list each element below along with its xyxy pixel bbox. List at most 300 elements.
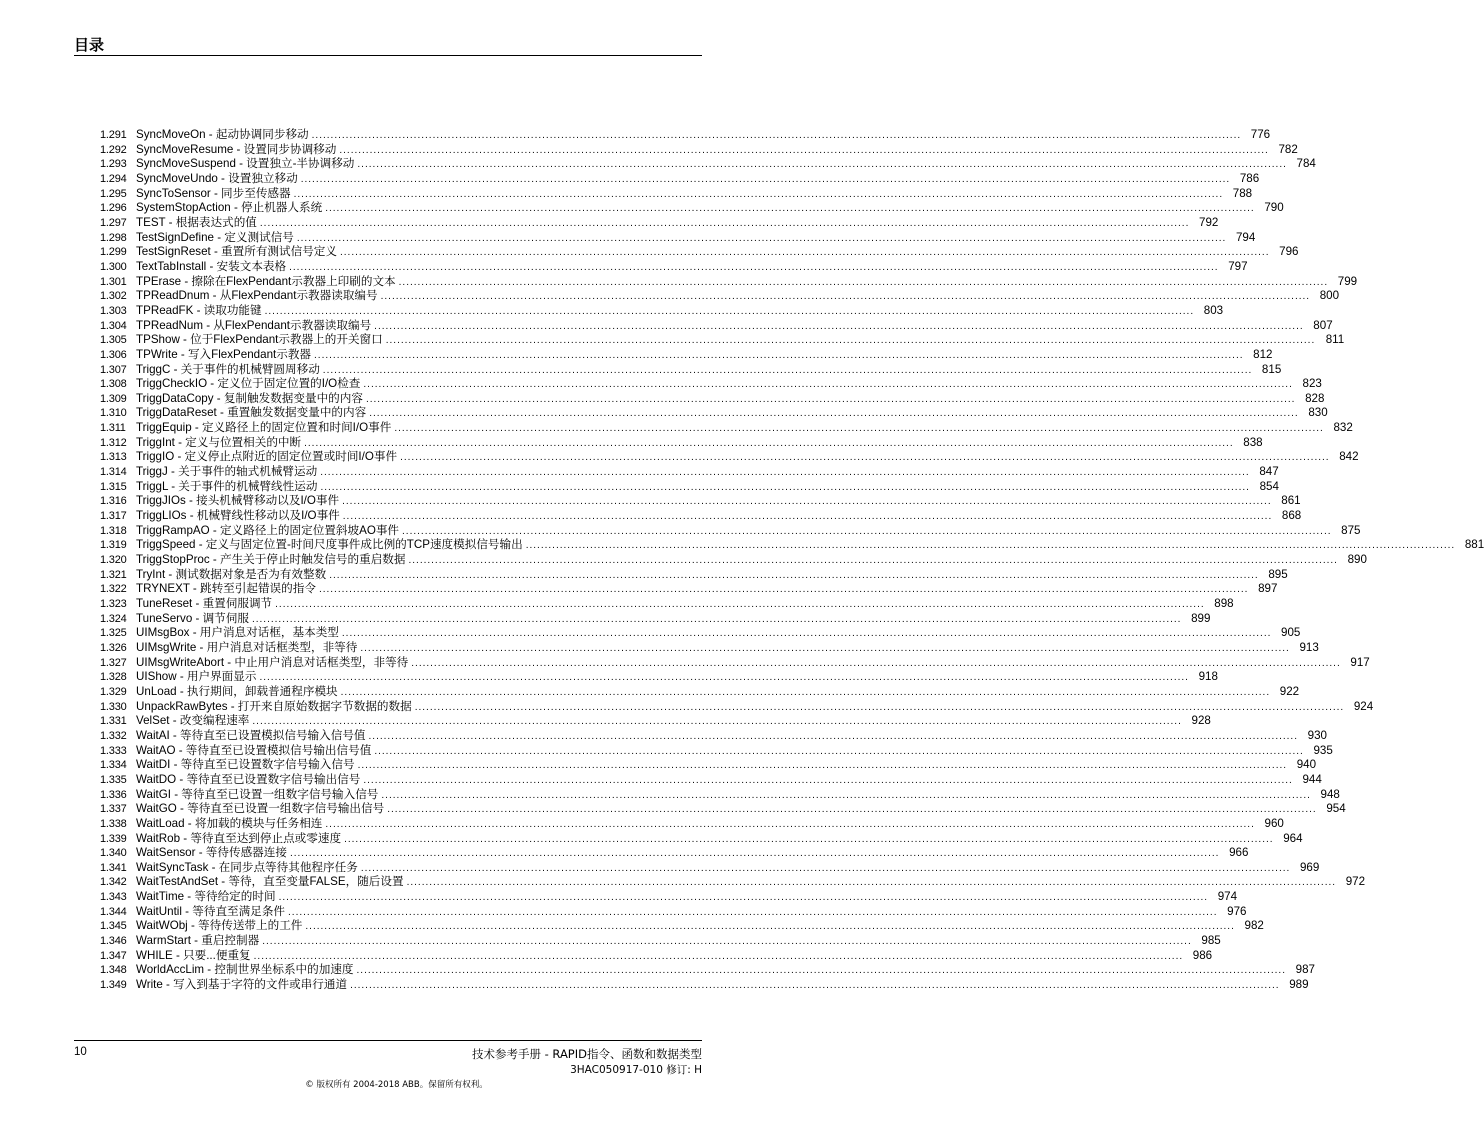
toc-entry[interactable] [100,919,1264,934]
toc-entry[interactable] [100,728,1327,744]
toc-entry-title[interactable]: TRYNEXT - 跳转至引起错误的指令 [136,582,316,596]
footer-page-number: 10 [74,1046,87,1058]
toc-entry-number: 1.300 [100,260,127,273]
toc-entry-page[interactable]: 776 [1250,128,1271,141]
toc-entry-title[interactable]: UIShow - 用户界面显示 [136,670,257,684]
toc-entry[interactable] [100,494,1301,509]
toc-entry-number: 1.294 [100,172,127,185]
toc-entry-title[interactable]: WaitUntil - 等待直至满足条件 [136,904,286,918]
toc-entry-title[interactable]: WaitAI - 等待直至已设置模拟信号输入信号值 [136,728,366,742]
toc-dot-leader [260,216,1189,232]
toc-entry-page[interactable]: 838 [1243,435,1263,449]
toc-entry[interactable] [100,157,1316,172]
toc-dot-leader [325,817,1254,833]
toc-entry[interactable] [100,128,1271,143]
toc-entry-page[interactable]: 842 [1339,450,1359,464]
toc-entry[interactable] [100,860,1320,876]
toc-entry-page[interactable]: 786 [1239,171,1260,185]
toc-entry-page[interactable]: 969 [1299,860,1320,874]
toc-entry-title[interactable]: TriggJ - 关于事件的轴式机械臂运动 [136,465,318,479]
toc-entry-title[interactable]: WaitDO - 等待直至已设置数字信号输出信号 [136,772,361,786]
toc-entry[interactable] [100,230,1256,246]
toc-entry-title[interactable]: TriggRampAO - 定义路径上的固定位置斜坡AO事件 [136,523,400,537]
toc-entry-page[interactable]: 782 [1278,142,1298,156]
toc-entry[interactable] [100,171,1260,187]
toc-dot-leader [342,626,1271,642]
toc-dot-leader [357,157,1286,173]
toc-entry-number: 1.309 [100,392,127,405]
toc-entry[interactable] [100,215,1219,231]
toc-dot-leader [369,729,1298,745]
toc-entry-title[interactable]: WaitLoad - 将加载的模块与任务相连 [136,816,323,830]
toc-dot-leader [407,875,1336,891]
toc-entry-number: 1.349 [100,979,127,992]
toc-entry-title[interactable]: UnLoad - 执行期间，卸载普通程序模块 [136,684,338,698]
toc-entry-page[interactable]: 868 [1281,509,1302,523]
copyright-notice: © 版权所有 2004-2018 ABB。保留所有权利。 [305,1080,488,1090]
toc-entry-title[interactable]: TryInt - 测试数据对象是否为有效整数 [136,567,327,581]
toc-entry-number: 1.312 [100,436,127,449]
toc-entry[interactable] [100,318,1333,334]
toc-entry-title[interactable]: TEST - 根据表达式的值 [136,215,257,229]
toc-dot-leader [289,260,1218,276]
toc-dot-leader [252,612,1181,628]
toc-entry-page[interactable]: 928 [1191,714,1211,728]
toc-entry-title[interactable]: TestSignReset - 重置所有测试信号定义 [136,245,337,259]
toc-dot-leader [329,568,1258,584]
toc-entry-title[interactable]: WarmStart - 重启控制器 [136,934,260,948]
toc-entry-number: 1.316 [100,495,127,508]
toc-dot-leader [312,128,1241,144]
toc-entry[interactable] [100,421,1353,436]
toc-entry-title[interactable]: TriggC - 关于事件的机械臂圆周移动 [136,362,320,376]
toc-entry-page[interactable]: 972 [1345,875,1366,889]
toc-entry-number: 1.324 [100,612,127,625]
toc-entry-title[interactable]: WaitRob - 等待直至达到停止点或零速度 [136,831,342,845]
toc-entry-title[interactable]: TriggStopProc - 产生关于停止时触发信号的重启数据 [136,553,406,567]
toc-entry[interactable] [100,831,1303,847]
toc-entry-number: 1.323 [100,598,127,610]
toc-entry-page[interactable]: 811 [1325,333,1345,347]
toc-dot-leader [294,187,1223,203]
toc-entry-number: 1.336 [100,788,127,801]
toc-entry-number: 1.329 [100,685,127,698]
toc-entry[interactable] [100,655,1370,671]
toc-dot-leader [259,670,1188,686]
toc-entry-number: 1.308 [100,378,127,391]
toc-entry-number: 1.340 [100,847,127,860]
toc-entry-page[interactable]: 960 [1264,816,1284,830]
toc-entry-number: 1.298 [100,231,127,244]
toc-entry-page[interactable]: 794 [1235,230,1256,244]
toc-entry-title[interactable]: UIMsgWrite - 用户消息对话框类型，非等待 [136,640,358,654]
toc-entry-page[interactable]: 989 [1289,978,1309,992]
toc-dot-leader [415,700,1344,716]
toc-dot-leader [374,744,1303,760]
toc-entry-title[interactable]: TriggJIOs - 接头机械臂移动以及I/O事件 [136,494,340,508]
toc-entry-page[interactable]: 974 [1217,890,1238,904]
toc-entry[interactable] [100,582,1278,597]
toc-dot-leader [305,919,1234,935]
toc-dot-leader [339,143,1268,159]
toc-entry-title[interactable]: WaitTime - 等待给定的时间 [136,890,276,904]
toc-entry-title[interactable]: TPReadNum - 从FlexPendant示教器读取编号 [136,318,372,332]
toc-entry-page[interactable]: 788 [1232,186,1253,200]
toc-entry-number: 1.342 [100,876,127,889]
toc-entry-number: 1.304 [100,319,127,332]
toc-entry-number: 1.291 [100,129,127,141]
toc-dot-leader [363,773,1292,789]
toc-entry[interactable] [100,450,1359,465]
toc-dot-leader [408,553,1337,569]
toc-entry[interactable] [100,274,1358,290]
toc-dot-leader [279,890,1208,906]
toc-entry-page[interactable]: 828 [1305,391,1325,405]
toc-dot-leader [275,597,1204,613]
toc-entry-title[interactable]: TPErase - 擦除在FlexPendant示教器上印刷的文本 [136,274,396,288]
toc-entry[interactable] [100,626,1301,641]
toc-entry[interactable] [100,597,1234,612]
toc-entry[interactable] [100,875,1366,890]
toc-entry-number: 1.332 [100,729,127,742]
toc-entry-title[interactable]: UIMsgBox - 用户消息对话框，基本类型 [136,626,339,640]
toc-entry-number: 1.326 [100,641,127,654]
toc-entry-title[interactable]: UnpackRawBytes - 打开来自原始数据字节数据的数据 [136,699,412,713]
toc-entry-page[interactable]: 966 [1229,846,1249,860]
toc-dot-leader [399,275,1328,291]
toc-entry-title[interactable]: TPReadFK - 读取功能键 [136,303,262,317]
toc-entry-number: 1.301 [100,275,127,288]
toc-dot-leader [400,450,1329,466]
toc-entry[interactable] [100,611,1211,627]
toc-dot-leader [386,333,1315,349]
toc-entry-title[interactable]: WaitSyncTask - 在同步点等待其他程序任务 [136,860,358,874]
toc-dot-leader [252,714,1181,730]
toc-entry-title[interactable]: TextTabInstall - 安装文本表格 [136,259,287,273]
toc-dot-leader [402,524,1331,540]
toc-entry[interactable] [100,963,1315,978]
toc-entry-number: 1.314 [100,466,127,479]
toc-entry-number: 1.337 [100,803,127,816]
toc-entry-number: 1.293 [100,158,127,171]
toc-entry[interactable] [100,391,1325,407]
toc-entry-number: 1.306 [100,348,127,361]
toc-entry-title[interactable]: WaitWObj - 等待传送带上的工件 [136,919,303,933]
toc-entry-title[interactable]: TuneServo - 调节伺服 [136,611,249,625]
toc-entry-number: 1.307 [100,363,127,376]
toc-entry[interactable] [100,523,1361,539]
toc-entry[interactable] [100,758,1317,773]
toc-entry[interactable] [100,479,1279,495]
toc-dot-leader [265,304,1194,320]
toc-entry-page[interactable]: 913 [1299,640,1319,654]
toc-entry-number: 1.344 [100,905,127,918]
toc-entry[interactable] [100,142,1298,158]
toc-entry-page[interactable]: 832 [1333,421,1353,435]
toc-entry-title[interactable]: TriggIO - 定义停止点附近的固定位置或时间I/O事件 [136,450,398,464]
toc-entry-number: 1.305 [100,334,127,347]
toc-dot-leader [301,172,1230,188]
toc-entry-title[interactable]: TPReadDnum - 从FlexPendant示教器读取编号 [136,289,378,303]
toc-dot-leader [374,319,1303,335]
toc-entry-number: 1.335 [100,773,127,786]
toc-entry-page[interactable]: 905 [1281,626,1301,640]
toc-entry-number: 1.315 [100,480,127,493]
toc-dot-leader [325,201,1254,217]
toc-entry-title[interactable]: TriggSpeed - 定义与固定位置-时间尺度事件成比例的TCP速度模拟信号输出 [136,538,523,552]
toc-entry-number: 1.334 [100,759,127,772]
toc-entry-number: 1.321 [100,568,127,581]
toc-entry-number: 1.295 [100,187,127,200]
toc-entry-page[interactable]: 881 [1464,538,1484,552]
toc-entry-title[interactable]: UIMsgWriteAbort - 中止用户消息对话框类型，非等待 [136,655,409,669]
toc-entry-title[interactable]: SyncMoveOn - 起动协调同步移动 [136,128,309,141]
toc-entry-page[interactable]: 847 [1259,465,1279,479]
toc-entry-title[interactable]: TestSignDefine - 定义测试信号 [136,230,294,244]
toc-entry-number: 1.319 [100,539,127,552]
toc-entry-number: 1.331 [100,715,127,728]
toc-entry[interactable] [100,787,1340,803]
toc-entry-page[interactable]: 940 [1296,758,1317,772]
toc-entry-number: 1.333 [100,744,127,757]
toc-entry-title[interactable]: WorldAccLim - 控制世界坐标系中的加速度 [136,963,354,977]
toc-entry-title[interactable]: TPShow - 位于FlexPendant示教器上的开关窗口 [136,333,383,347]
toc-entry[interactable] [100,846,1249,861]
toc-entry-number: 1.341 [100,861,127,874]
toc-entry-page[interactable]: 899 [1191,611,1211,625]
toc-entry-page[interactable]: 918 [1198,670,1218,684]
toc-dot-leader [360,641,1289,657]
toc-dot-leader [340,245,1269,261]
toc-entry-number: 1.322 [100,583,127,596]
toc-entry-page[interactable]: 784 [1296,157,1316,171]
toc-dot-leader [297,231,1226,247]
toc-entry[interactable] [100,362,1282,378]
toc-dot-leader [366,392,1295,408]
toc-entry-number: 1.302 [100,290,127,303]
toc-entry-number: 1.338 [100,817,127,830]
toc-entry-page[interactable]: 823 [1302,377,1322,391]
toc-entry-page[interactable]: 875 [1341,523,1361,537]
toc-entry-number: 1.346 [100,935,127,948]
toc-entry-number: 1.345 [100,920,127,933]
toc-entry-page[interactable]: 924 [1353,699,1374,713]
toc-entry-title[interactable]: TriggInt - 定义与位置相关的中断 [136,435,302,449]
toc-entry-page[interactable]: 935 [1313,743,1333,757]
toc-entry-number: 1.339 [100,832,127,845]
toc-entry-title[interactable]: TriggDataCopy - 复制触发数据变量中的内容 [136,391,363,405]
toc-entry-title[interactable]: WaitGO - 等待直至已设置一组数字信号输出信号 [136,802,385,816]
toc-entry[interactable] [100,406,1328,421]
toc-entry-title[interactable]: SyncMoveSuspend - 设置独立-半协调移动 [136,157,355,171]
toc-entry-page[interactable]: 803 [1203,303,1224,317]
toc-entry-number: 1.299 [100,246,127,259]
toc-entry-number: 1.310 [100,407,127,420]
toc-entry-number: 1.318 [100,524,127,537]
header-divider [74,55,702,56]
toc-entry[interactable] [100,289,1340,304]
toc-entry-number: 1.292 [100,143,127,156]
toc-entry-page[interactable]: 898 [1214,597,1234,610]
toc-dot-leader [254,949,1183,965]
toc-entry-title[interactable]: WaitGI - 等待直至已设置一组数字信号输入信号 [136,787,379,801]
toc-entry[interactable] [100,186,1253,202]
toc-dot-leader [411,656,1340,672]
toc-entry-number: 1.297 [100,216,127,229]
toc-entry[interactable] [100,201,1284,216]
toc-entry-title[interactable]: Write - 写入到基于字符的文件或串行通道 [136,978,348,992]
toc-entry[interactable] [100,435,1263,451]
toc-entry-page[interactable]: 812 [1253,347,1273,361]
toc-entry-title[interactable]: WaitSensor - 等待传感器连接 [136,846,287,860]
toc-entry[interactable] [100,904,1247,920]
toc-dot-leader [387,802,1316,818]
toc-dot-leader [381,788,1310,804]
toc-entry-number: 1.320 [100,554,127,567]
toc-dot-leader [394,421,1323,437]
toc-entry[interactable] [100,670,1218,685]
toc-entry-title[interactable]: TPWrite - 写入FlexPendant示教器 [136,347,312,361]
toc-entry-number: 1.347 [100,949,127,962]
toc-entry-page[interactable]: 976 [1227,904,1247,918]
toc-entry-title[interactable]: WaitDI - 等待直至已设置数字信号输入信号 [136,758,355,772]
toc-entry-title[interactable]: SystemStopAction - 停止机器人系统 [136,201,323,215]
toc-entry-page[interactable]: 930 [1307,728,1327,742]
footer-manual-title: 技术参考手册 - RAPID指令、函数和数据类型 [471,1047,702,1061]
toc-entry-number: 1.296 [100,202,127,215]
page-title: 目录 [74,36,105,54]
toc-entry[interactable] [100,538,1484,553]
toc-entry-number: 1.325 [100,627,127,640]
footer-divider [74,1040,702,1041]
toc-entry-title[interactable]: VelSet - 改变编程速率 [136,714,250,728]
toc-dot-leader [319,582,1248,598]
toc-entry-page[interactable]: 897 [1258,582,1278,596]
toc-entry-page[interactable]: 987 [1295,963,1315,977]
toc-entry[interactable] [100,509,1302,524]
toc-dot-leader [350,978,1279,994]
toc-entry[interactable] [100,684,1300,700]
toc-dot-leader [363,377,1292,393]
toc-entry-page[interactable]: 797 [1228,259,1248,273]
toc-entry[interactable] [100,934,1221,949]
toc-entry-number: 1.343 [100,891,127,904]
toc-entry[interactable] [100,816,1284,832]
toc-dot-leader [304,436,1233,452]
toc-entry-title[interactable]: SyncMoveResume - 设置同步协调移动 [136,142,337,156]
toc-entry[interactable] [100,553,1367,568]
toc-dot-leader [320,465,1249,481]
toc-entry-page[interactable]: 944 [1302,772,1322,786]
toc-entry-page[interactable]: 985 [1201,934,1221,948]
toc-entry-title[interactable]: TriggDataReset - 重置触发数据变量中的内容 [136,406,367,420]
toc-entry-page[interactable]: 922 [1279,684,1300,698]
toc-entry-number: 1.327 [100,656,127,669]
toc-dot-leader [361,861,1290,877]
toc-entry-title[interactable]: TriggLIOs - 机械臂线性移动以及I/O事件 [136,509,340,523]
toc-entry-title[interactable]: SyncMoveUndo - 设置独立移动 [136,171,298,185]
toc-entry[interactable] [100,772,1322,788]
toc-entry-title[interactable]: SyncToSensor - 同步至传感器 [136,186,291,200]
toc-entry[interactable] [100,259,1248,275]
toc-entry-page[interactable]: 982 [1244,919,1264,933]
toc-entry[interactable] [100,640,1319,656]
toc-entry-page[interactable]: 948 [1320,787,1340,801]
toc-entry-title[interactable]: TuneReset - 重置伺服调节 [136,597,273,610]
toc-dot-leader [323,363,1252,379]
toc-entry-page[interactable]: 807 [1313,318,1333,332]
toc-entry[interactable] [100,699,1374,715]
toc-entry-title[interactable]: TriggCheckIO - 定义位于固定位置的I/O检查 [136,377,361,391]
toc-dot-leader [288,905,1217,921]
toc-entry[interactable] [100,333,1345,348]
toc-entry[interactable] [100,245,1299,260]
toc-entry-page[interactable]: 796 [1279,245,1299,259]
toc-dot-leader [357,963,1286,979]
toc-dot-leader [314,348,1243,364]
toc-entry[interactable] [100,743,1333,759]
toc-dot-leader [369,406,1298,422]
toc-entry-title[interactable]: TriggEquip - 定义路径上的固定位置和时间I/O事件 [136,421,392,435]
toc-entry-page[interactable]: 815 [1261,362,1282,376]
toc-entry-page[interactable]: 986 [1192,948,1213,962]
toc-entry-page[interactable]: 854 [1259,479,1279,493]
toc-entry[interactable] [100,978,1309,993]
toc-entry-number: 1.348 [100,964,127,977]
toc-entry-number: 1.330 [100,700,127,713]
toc-entry[interactable] [100,377,1322,392]
toc-dot-leader [262,934,1191,950]
toc-entry-page[interactable]: 964 [1283,831,1303,845]
toc-dot-leader [341,685,1270,701]
toc-entry-number: 1.311 [100,422,126,435]
toc-entry-page[interactable]: 954 [1326,802,1346,816]
toc-entry-page[interactable]: 790 [1264,201,1284,215]
toc-entry-page[interactable]: 861 [1281,494,1301,508]
toc-dot-leader [358,758,1287,774]
toc-entry[interactable] [100,303,1224,319]
toc-entry-number: 1.313 [100,451,127,464]
toc-entry[interactable] [100,567,1288,583]
toc-entry[interactable] [100,714,1211,729]
toc-dot-leader [381,289,1310,305]
toc-entry[interactable] [100,347,1273,363]
toc-entry[interactable] [100,802,1346,817]
toc-entry-number: 1.328 [100,671,127,684]
toc-dot-leader [320,480,1249,496]
toc-entry-page[interactable]: 799 [1337,274,1358,288]
toc-entry-page[interactable]: 917 [1350,655,1370,669]
toc-entry[interactable] [100,890,1238,905]
toc-entry-page[interactable]: 792 [1199,215,1219,229]
table-of-contents [100,128,1484,993]
toc-entry-page[interactable]: 800 [1319,289,1340,303]
footer-document-id: 3HAC050917-010 修订: H [570,1064,702,1076]
toc-entry-number: 1.317 [100,510,127,523]
toc-entry-number: 1.303 [100,304,127,317]
toc-entry-page[interactable]: 895 [1268,567,1288,581]
toc-dot-leader [343,509,1272,525]
toc-entry-title[interactable]: WaitAO - 等待直至已设置模拟信号输出信号值 [136,743,372,757]
toc-entry-title[interactable]: WHILE - 只要...便重复 [136,948,251,962]
toc-dot-leader [526,538,1455,554]
toc-entry-title[interactable]: TriggL - 关于事件的机械臂线性运动 [136,479,318,493]
toc-entry[interactable] [100,465,1279,480]
toc-entry-title[interactable]: WaitTestAndSet - 等待，直至变量FALSE，随后设置 [136,875,404,889]
toc-entry[interactable] [100,948,1213,964]
toc-entry-page[interactable]: 890 [1347,553,1367,567]
toc-entry-page[interactable]: 830 [1308,406,1328,420]
